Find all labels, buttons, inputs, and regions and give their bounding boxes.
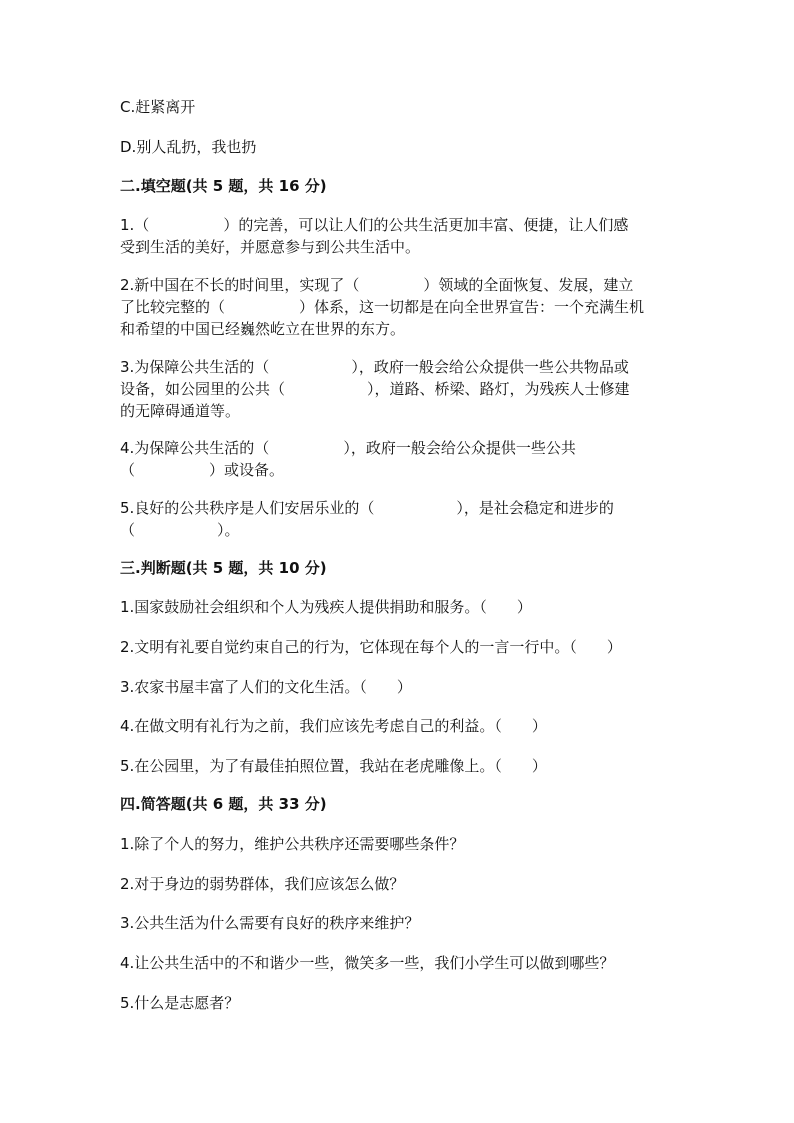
tf-item-5: 5.在公园里，为了有最佳拍照位置，我站在老虎雕像上。（ ） — [120, 757, 547, 775]
fill-q5-line2: （ ）。 — [120, 521, 240, 539]
fill-q2-line3: 和希望的中国已经巍然屹立在世界的东方。 — [120, 320, 406, 338]
fill-q5-line1: 5.良好的公共秩序是人们安居乐业的（ ），是社会稳定和进步的 — [120, 499, 614, 517]
tf-item-2: 2.文明有礼要自觉约束自己的行为，它体现在每个人的一言一行中。（ ） — [120, 638, 622, 656]
fill-q2-line1: 2.新中国在不长的时间里，实现了（ ）领域的全面恢复、发展，建立 — [120, 276, 634, 294]
option-c: C.赶紧离开 — [120, 98, 196, 116]
section-fill-blank-title: 二.填空题(共 5 题，共 16 分) — [120, 177, 327, 195]
short-answer-4: 4.让公共生活中的不和谐少一些，微笑多一些，我们小学生可以做到哪些？ — [120, 954, 615, 972]
tf-item-1: 1.国家鼓励社会组织和个人为残疾人提供捐助和服务。（ ） — [120, 598, 532, 616]
tf-item-3: 3.农家书屋丰富了人们的文化生活。（ ） — [120, 678, 412, 696]
short-answer-1: 1.除了个人的努力，维护公共秩序还需要哪些条件？ — [120, 835, 465, 853]
fill-q3-line1: 3.为保障公共生活的（ ），政府一般会给公众提供一些公共物品或 — [120, 358, 629, 376]
fill-q2-line2: 了比较完整的（ ）体系，这一切都是在向全世界宣告：一个充满生机 — [120, 298, 645, 316]
fill-q3-line3: 的无障碍通道等。 — [120, 402, 241, 420]
short-answer-2: 2.对于身边的弱势群体，我们应该怎么做？ — [120, 875, 405, 893]
fill-q1-line2: 受到生活的美好，并愿意参与到公共生活中。 — [120, 238, 421, 256]
option-d: D.别人乱扔，我也扔 — [120, 138, 257, 156]
fill-q1-line1: 1.（ ）的完善，可以让人们的公共生活更加丰富、便捷，让人们感 — [120, 216, 629, 234]
fill-q3-line2: 设备，如公园里的公共（ ），道路、桥梁、路灯，为残疾人士修建 — [120, 380, 630, 398]
tf-item-4: 4.在做文明有礼行为之前，我们应该先考虑自己的利益。（ ） — [120, 717, 547, 735]
short-answer-3: 3.公共生活为什么需要有良好的秩序来维护？ — [120, 914, 420, 932]
section-short-answer-title: 四.简答题(共 6 题，共 33 分) — [120, 795, 327, 813]
fill-q4-line2: （ ）或设备。 — [120, 461, 285, 479]
short-answer-5: 5.什么是志愿者？ — [120, 994, 240, 1012]
section-true-false-title: 三.判断题(共 5 题，共 10 分) — [120, 559, 327, 577]
fill-q4-line1: 4.为保障公共生活的（ ），政府一般会给公众提供一些公共 — [120, 439, 576, 457]
